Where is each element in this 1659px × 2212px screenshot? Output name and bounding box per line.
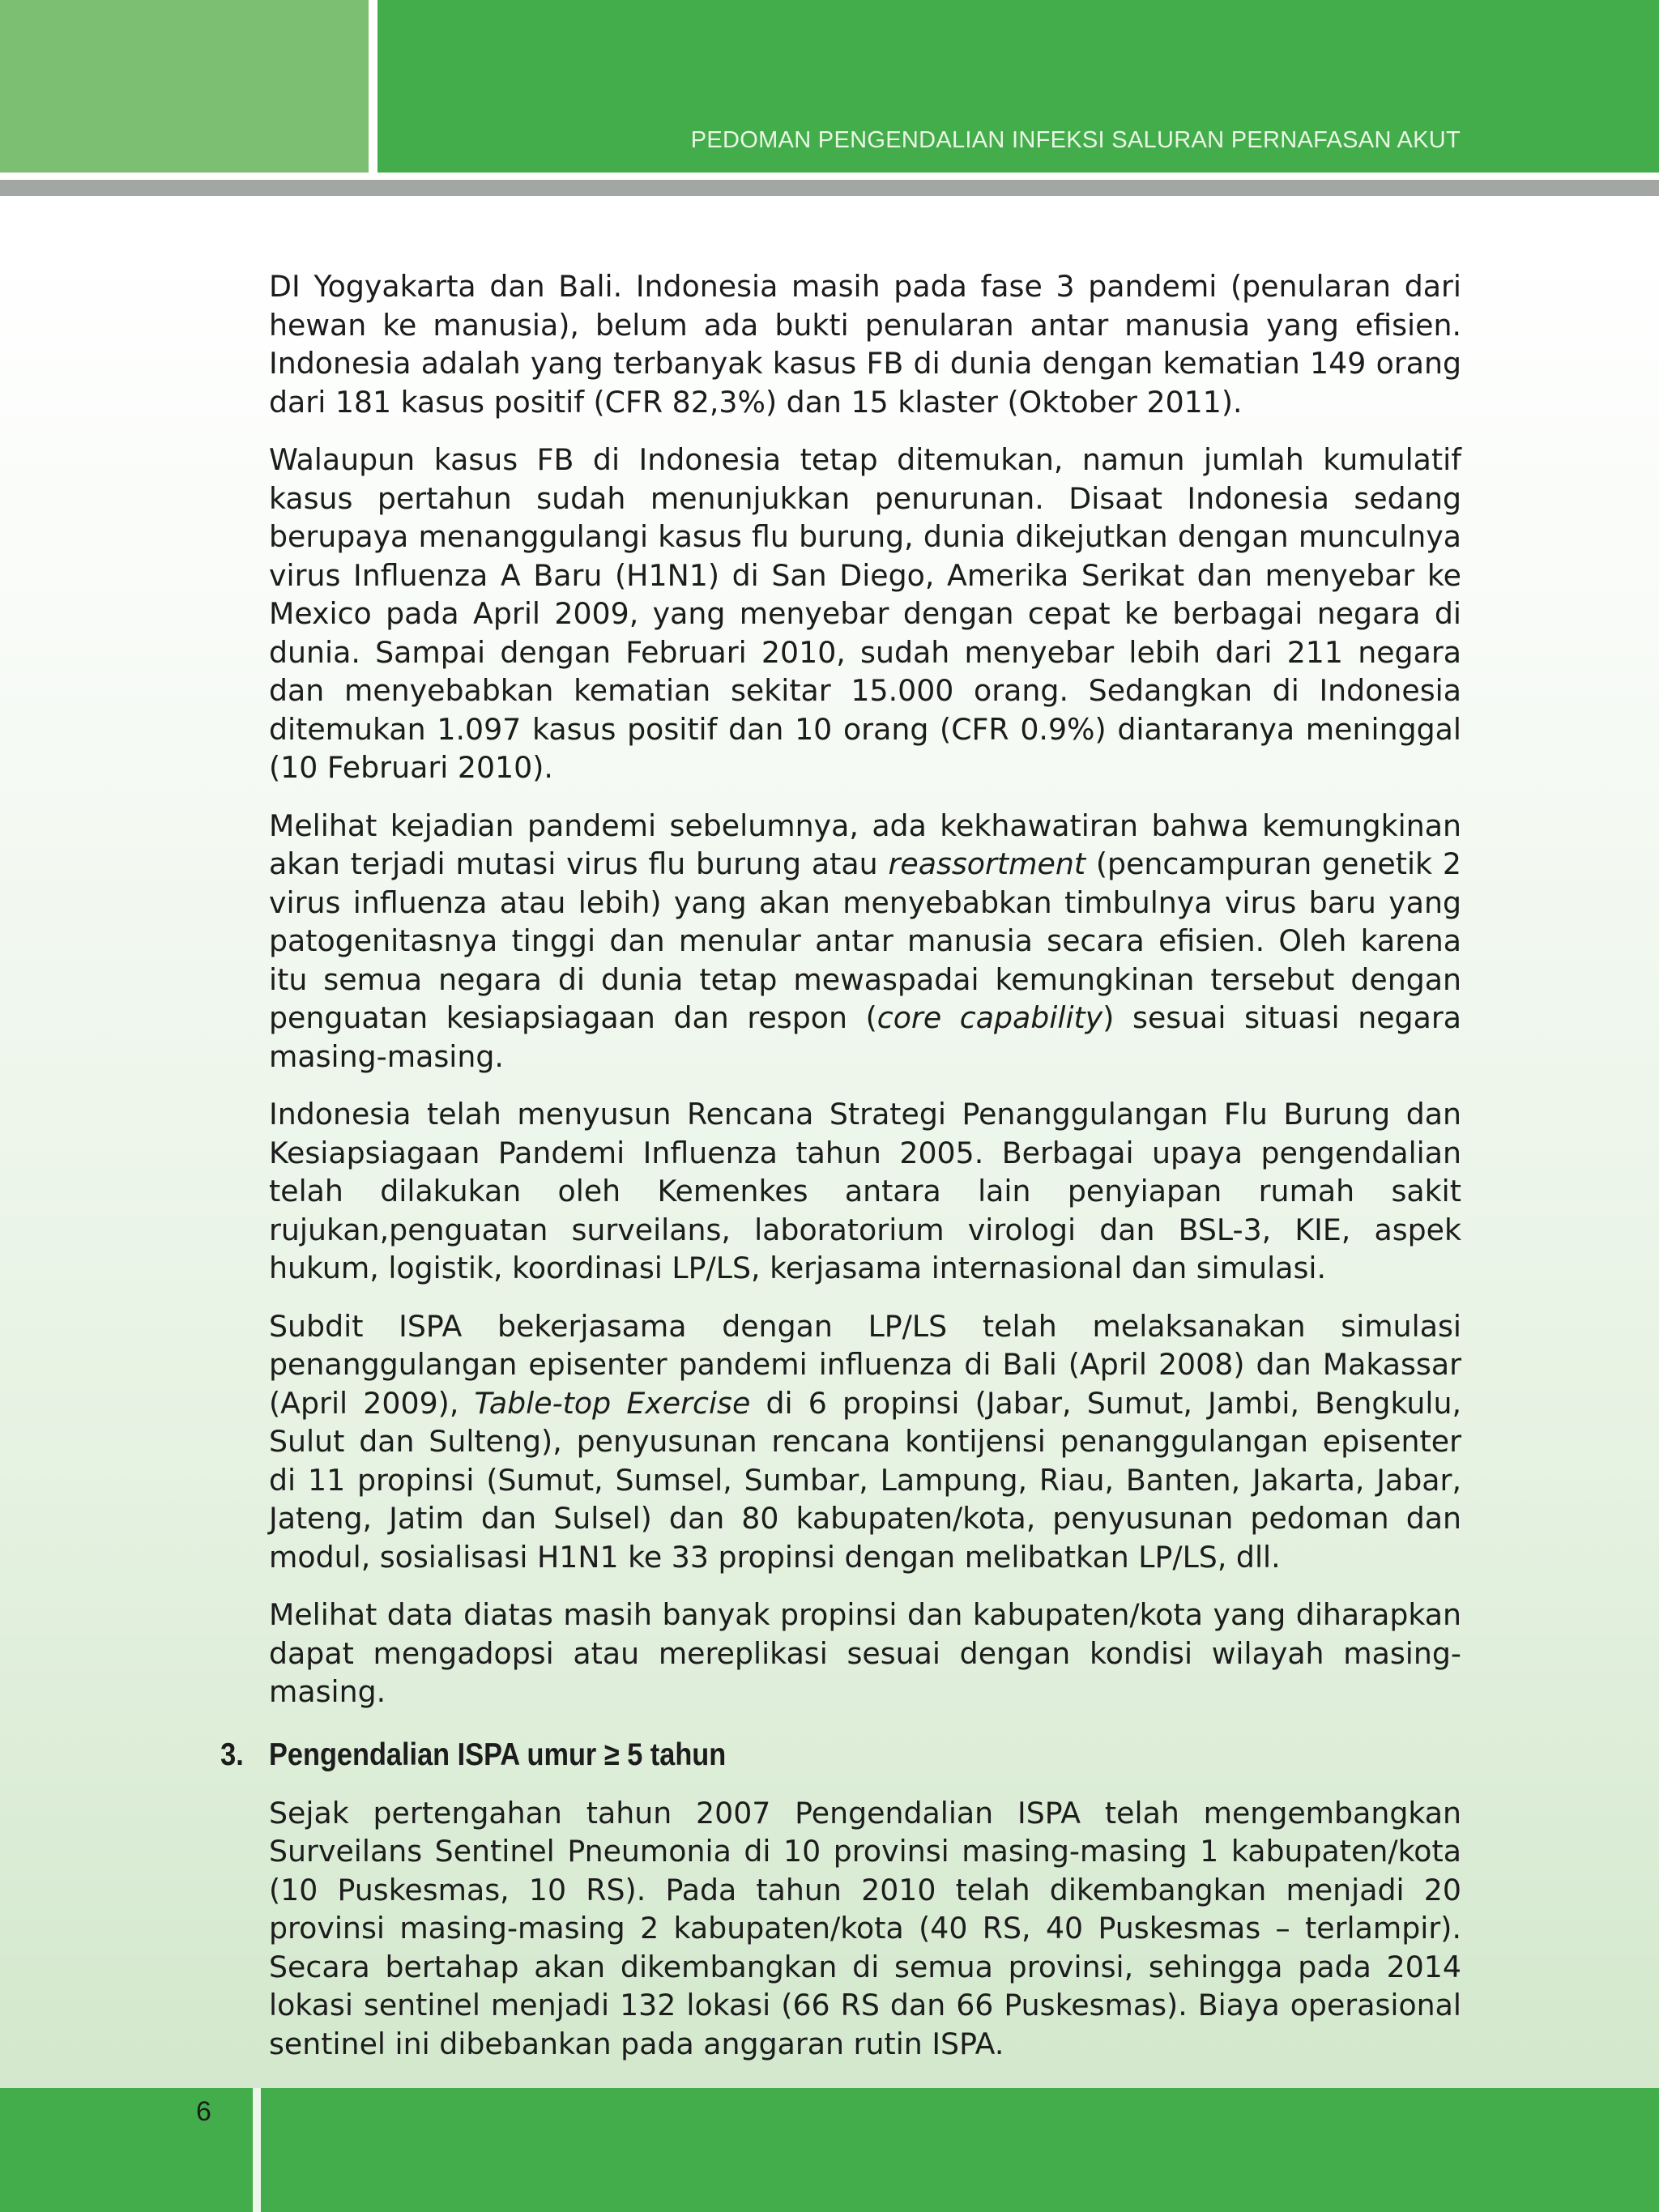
header-rule-gray bbox=[0, 180, 1659, 196]
paragraph-3-italic-core-capability: core capability bbox=[876, 1000, 1103, 1035]
running-header-title: PEDOMAN PENGENDALIAN INFEKSI SALURAN PERNAFASAN AKUT bbox=[690, 127, 1461, 153]
header-rule-white bbox=[0, 173, 1659, 180]
paragraph-5-text-b: di 6 propinsi (Jabar, Sumut, Jambi, Bengkulu, Sulut dan Sulteng), penyusunan rencana kontijensi penanggulangan episenter di 11 propinsi (Sumut, Sumsel, Sumbar, Lampung, Riau, Banten, Jakarta, Jabar, Jateng, Jatim dan Sulsel) dan 80 kabupaten/kota, penyusunan pedoman dan modul, sosialisasi H1N1 ke 33 propinsi dengan melibatkan LP/LS, dll. bbox=[269, 1385, 1461, 1575]
paragraph-3-italic-reassortment: reassortment bbox=[888, 846, 1086, 881]
header-light-block bbox=[0, 0, 369, 173]
section-paragraph: Sejak pertengahan tahun 2007 Pengendalian ISPA telah mengembangkan Surveilans Sentinel Pneumonia di 10 provinsi masing-masing 1 kabupaten/kota (10 Puskesmas, 10 RS). Pada tahun 2010 telah dikembangkan menjadi 20 provinsi masing-masing 2 kabupaten/kota (40 RS, 40 Puskesmas – terlampir). Secara bertahap akan dikembangkan di semua provinsi, sehingga pada 2014 lokasi sentinel menjadi 132 lokasi (66 RS dan 66 Puskesmas). Biaya operasional sentinel ini dibebankan pada anggaran rutin ISPA. bbox=[269, 1795, 1461, 2061]
footer-left-block bbox=[0, 2088, 253, 2212]
paragraph-3-text-c: ) sesuai situasi negara masing-masing. bbox=[269, 1000, 1461, 1074]
paragraph-1: DI Yogyakarta dan Bali. Indonesia masih pada fase 3 pandemi (penularan dari hewan ke manusia), belum ada bukti penularan antar manusia yang efisien. Indonesia adalah yang terbanyak kasus FB di dunia dengan kematian 149 orang dari 181 kasus positif (CFR 82,3%) dan 15 klaster (Oktober 2011). bbox=[269, 269, 1461, 420]
paragraph-2: Walaupun kasus FB di Indonesia tetap ditemukan, namun jumlah kumulatif kasus pertahun sudah menunjukkan penurunan. Disaat Indonesia sedang berupaya menanggulangi kasus flu burung, dunia dikejutkan dengan munculnya virus Influenza A Baru (H1N1) di San Diego, Amerika Serikat dan menyebar ke Mexico pada April 2009, yang menyebar dengan cepat ke berbagai negara di dunia. Sampai dengan Februari 2010, sudah menyebar lebih dari 211 negara dan menyebabkan kematian sekitar 15.000 orang. Sedangkan di Indonesia ditemukan 1.097 kasus positif dan 10 orang (CFR 0.9%) diantaranya meninggal (10 Februari 2010). bbox=[269, 442, 1461, 785]
section-title: Pengendalian ISPA umur ≥ 5 tahun bbox=[269, 1737, 727, 1772]
paragraph-6: Melihat data diatas masih banyak propinsi dan kabupaten/kota yang diharapkan dapat mengadopsi atau mereplikasi sesuai dengan kondisi wilayah masing-masing. bbox=[269, 1597, 1461, 1709]
paragraph-3 bbox=[269, 807, 1461, 1076]
page-number: 6 bbox=[196, 2096, 211, 2127]
section-number: 3. bbox=[220, 1737, 244, 1772]
paragraph-3-text-a: Melihat kejadian pandemi sebelumnya, ada kekhawatiran bahwa kemungkinan akan terjadi mutasi virus flu burung atau bbox=[269, 808, 1461, 881]
paragraph-5-italic-table-top: Table-top Exercise bbox=[474, 1385, 751, 1421]
paragraph-5 bbox=[269, 1307, 1461, 1577]
header-divider bbox=[369, 0, 377, 173]
page-body bbox=[220, 267, 1461, 2063]
paragraph-4: Indonesia telah menyusun Rencana Strategi Penanggulangan Flu Burung dan Kesiapsiagaan Pandemi Influenza tahun 2005. Berbagai upaya pengendalian telah dilakukan oleh Kemenkes antara lain penyiapan rumah sakit rujukan,penguatan surveilans, laboratorium virologi dan BSL-3, KIE, aspek hukum, logistik, koordinasi LP/LS, kerjasama internasional dan simulasi. bbox=[269, 1097, 1461, 1285]
footer-right-block bbox=[261, 2088, 1659, 2212]
paragraph-5-text-a: Subdit ISPA bekerjasama dengan LP/LS telah melaksanakan simulasi penanggulangan episenter pandemi influenza di Bali (April 2008) dan Makassar (April 2009), bbox=[269, 1308, 1461, 1421]
paragraph-3-text-b: (pencampuran genetik 2 virus influenza atau lebih) yang akan menyebabkan timbulnya virus baru yang patogenitasnya tinggi dan menular antar manusia secara efisien. Oleh karena itu semua negara di dunia tetap mewaspadai kemungkinan tersebut dengan penguatan kesiapsiagaan dan respon ( bbox=[269, 846, 1461, 1035]
footer-divider bbox=[253, 2088, 261, 2212]
section-heading bbox=[220, 1734, 1318, 1776]
